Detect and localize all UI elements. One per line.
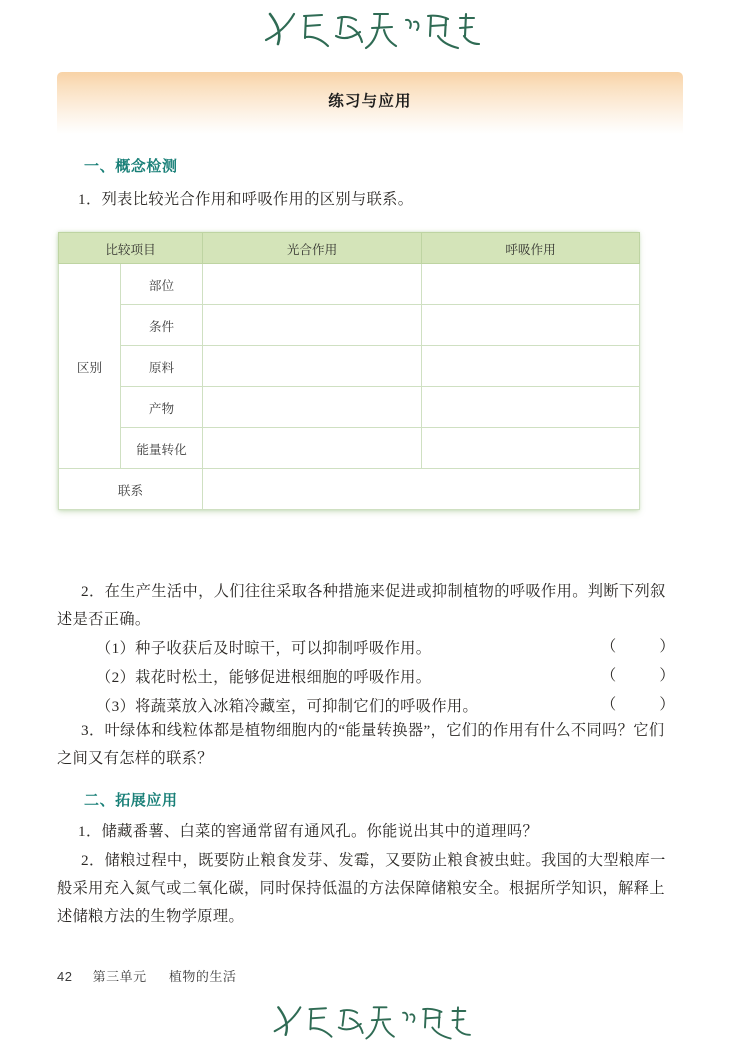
section-heading-concept-check: 一、概念检测: [84, 158, 178, 175]
table-cell-respiration-product[interactable]: [422, 387, 640, 428]
question-2-item-3: （3）将蔬菜放入冰箱冷藏室，可抑制它们的呼吸作用。: [96, 698, 479, 715]
extended-question-1-text: 1．储藏番薯、白菜的窖通常留有通风孔。你能说出其中的道理吗？: [78, 823, 539, 840]
table-row: [59, 387, 640, 428]
page-number: 42: [57, 969, 73, 984]
table-cell-respiration-raw-material[interactable]: [422, 346, 640, 387]
section-banner: [57, 72, 683, 134]
table-header-compare-item: 比较项目: [59, 233, 203, 264]
table-header-row: [59, 233, 640, 264]
table-cell-respiration-condition[interactable]: [422, 305, 640, 346]
table-sub-label-energy-conversion: 能量转化: [121, 428, 203, 469]
publisher-logo-top: [0, 6, 739, 54]
question-2-text: 2．在生产生活中，人们往往采取各种措施来促进或抑制植物的呼吸作用。判断下列叙述是否正确。: [57, 583, 666, 628]
table-cell-photosynthesis-condition[interactable]: [203, 305, 422, 346]
table-sub-label-product: 产物: [121, 387, 203, 428]
table-row: [59, 305, 640, 346]
question-2-item-2: （2）栽花时松土，能够促进根细胞的呼吸作用。: [96, 669, 432, 686]
table-group-label-connection: 联系: [59, 469, 203, 510]
answer-blank-3[interactable]: （ ）: [601, 696, 689, 713]
table-header-respiration: 呼吸作用: [422, 233, 640, 264]
table-cell-respiration-energy-conversion[interactable]: [422, 428, 640, 469]
table-header-photosynthesis: 光合作用: [203, 233, 422, 264]
extended-question-2-text: 2．储粮过程中，既要防止粮食发芽、发霉，又要防止粮食被虫蛀。我国的大型粮库一般采用充入氮气或二氧化碳，同时保持低温的方法保障储粮安全。根据所学知识，解释上述储粮方法的生物学原理。: [57, 852, 666, 925]
comparison-table-wrapper: [58, 232, 639, 510]
table-cell-photosynthesis-energy-conversion[interactable]: [203, 428, 422, 469]
table-sub-label-site: 部位: [121, 264, 203, 305]
page-footer: [57, 966, 236, 985]
table-cell-photosynthesis-product[interactable]: [203, 387, 422, 428]
footer-unit: 第三单元: [92, 969, 147, 984]
table-cell-connection[interactable]: [203, 469, 640, 510]
table-row: [59, 264, 640, 305]
table-row-connection: [59, 469, 640, 510]
table-row: [59, 428, 640, 469]
answer-blank-1[interactable]: （ ）: [601, 638, 689, 655]
question-3-text: 3．叶绿体和线粒体都是植物细胞内的“能量转换器”，它们的作用有什么不同吗？它们之间又有怎样的联系？: [57, 722, 665, 767]
comparison-table: [58, 232, 640, 510]
table-row: [59, 346, 640, 387]
table-cell-photosynthesis-site[interactable]: [203, 264, 422, 305]
question-2-item-1: （1）种子收获后及时晾干，可以抑制呼吸作用。: [96, 640, 432, 657]
table-sub-label-condition: 条件: [121, 305, 203, 346]
section-heading-extended-application: 二、拓展应用: [84, 792, 178, 809]
table-cell-respiration-site[interactable]: [422, 264, 640, 305]
question-1-text: 1．列表比较光合作用和呼吸作用的区别与联系。: [78, 191, 414, 208]
table-cell-photosynthesis-raw-material[interactable]: [203, 346, 422, 387]
publisher-logo-bottom: [0, 1000, 739, 1044]
table-sub-label-raw-material: 原料: [121, 346, 203, 387]
footer-chapter: 植物的生活: [168, 969, 237, 984]
banner-title: 练习与应用: [328, 93, 412, 110]
table-group-label-difference: 区别: [59, 264, 121, 469]
answer-blank-2[interactable]: （ ）: [601, 667, 689, 684]
